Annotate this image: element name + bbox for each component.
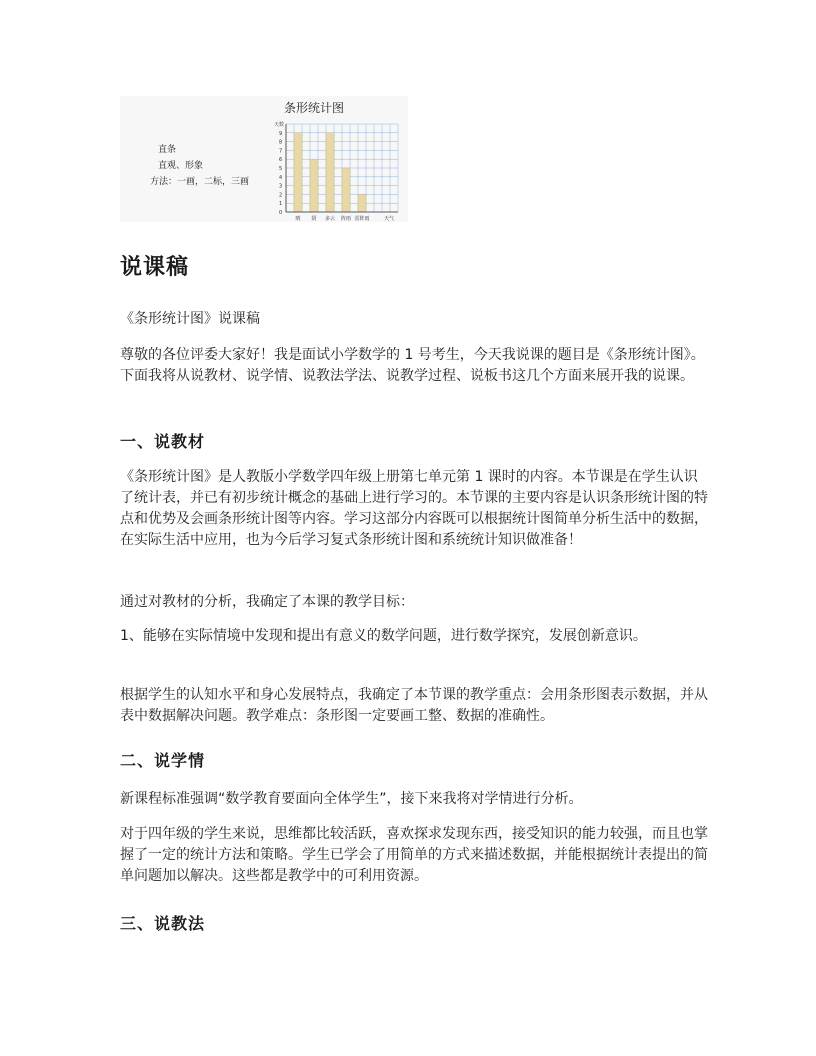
intro-paragraph: 尊敬的各位评委大家好！我是面试小学数学的 1 号考生，今天我说课的题目是《条形统计图》。下面我将从说教材、说学情、说教法学法、说教学过程、说板书这几个方面来展开我的说课。 — [120, 347, 705, 384]
bar — [342, 168, 350, 212]
bar — [310, 159, 318, 212]
bar — [358, 194, 366, 212]
figure-note: 方法：一画，二标，三画 — [150, 177, 250, 187]
x-tick-label: 雷阵雨 — [354, 216, 370, 222]
y-tick-label: 0 — [279, 210, 283, 216]
paragraph: 对于四年级的学生来说，思维都比较活跃，喜欢探求发现东西，接受知识的能力较强，而且也掌握了一定的统计方法和策略。学生已学会了用简单的方式来描述数据，并能根据统计表提出的简单问题加以解决。这些都是教学中的可利用资源。 — [120, 826, 708, 884]
x-tick-label: 多云 — [324, 216, 336, 222]
section-heading: 一、说教材 — [120, 432, 206, 451]
y-tick-label: 1 — [279, 201, 283, 208]
y-tick-label: 3 — [279, 183, 283, 190]
paragraph: 1、能够在实际情境中发现和提出有意义的数学问题，进行数学探究，发展创新意识。 — [120, 628, 647, 644]
bar — [326, 133, 334, 212]
bar — [294, 133, 302, 212]
y-tick-label: 7 — [279, 148, 283, 155]
paragraph: 通过对教材的分析，我确定了本课的教学目标： — [120, 594, 414, 610]
x-tick-label: 阴 — [311, 216, 317, 222]
y-tick-label: 6 — [279, 157, 283, 164]
figure-title: 条形统计图 — [284, 101, 345, 115]
chart-x-ticks — [295, 215, 369, 222]
figure-notes — [150, 142, 249, 190]
section-heading: 二、说学情 — [120, 751, 206, 770]
x-tick-label: 晴 — [295, 216, 301, 222]
y-tick-label: 9 — [279, 130, 283, 137]
y-tick-label: 5 — [279, 166, 283, 172]
y-tick-label: 8 — [279, 139, 283, 146]
x-axis-label: 天气 — [384, 216, 395, 222]
chart-bars — [294, 133, 366, 212]
y-axis-label: 天数 — [274, 122, 285, 128]
figure-note: 直观、形象 — [158, 161, 204, 171]
paragraph: 根据学生的认知水平和身心发展特点，我确定了本节课的教学重点：会用条形图表示数据，并从表中数据解决问题。教学难点：条形图一定要画工整、数据的准确性。 — [120, 687, 708, 724]
chart-y-ticks — [279, 131, 282, 216]
paragraph: 《条形统计图》是人教版小学数学四年级上册第七单元第 1 课时的内容。本节课是在学生认识了统计表，并已有初步统计概念的基础上进行学习的。本节课的主要内容是认识条形统计图的特点和优势及会画条形统计图等内容。学习这部分内容既可以根据统计图简单分析生活中的数据，在实际生活中应用，也为今后学习复式条形统计图和系统统计知识做准备！ — [120, 469, 708, 548]
paragraph: 新课程标准强调“数学教育要面向全体学生”，接下来我将对学情进行分析。 — [120, 791, 583, 807]
section-heading: 三、说教法 — [120, 914, 206, 933]
bar-chart — [272, 118, 408, 222]
y-tick-label: 2 — [279, 192, 283, 199]
figure-note: 直条 — [158, 145, 177, 155]
document-title: 说课稿 — [120, 255, 190, 280]
document-subtitle: 《条形统计图》说课稿 — [120, 311, 260, 327]
y-tick-label: 4 — [279, 174, 283, 181]
x-tick-label: 阵雨 — [340, 216, 352, 222]
